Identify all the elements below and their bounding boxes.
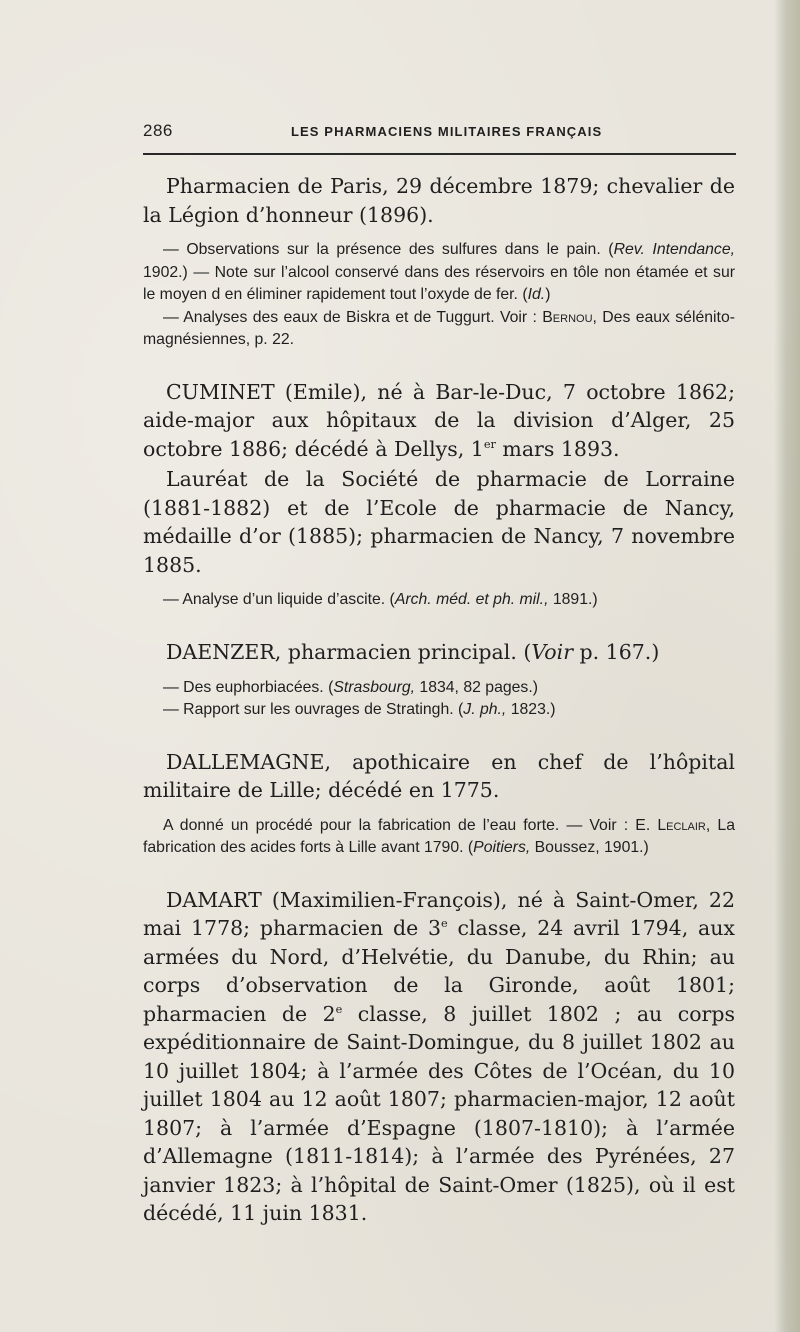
work-text: A donné un procédé pour la fabrication de l’eau forte. — Voir : E. xyxy=(163,816,658,834)
work-text: 1902.) — Note sur l’alcool conservé dans des réservoirs en tôle non étamée et sur le moyen d en éliminer rapidement tout l’oxyde de fer. ( xyxy=(143,263,735,304)
entry-damart-bio xyxy=(143,886,735,1228)
work-text: , La fabrication des acides forts à Lille avant 1790. ( xyxy=(143,816,735,857)
work-journal: Id. xyxy=(527,286,546,304)
bio-text: mars 1893. xyxy=(495,436,620,461)
work-journal: Arch. méd. et ph. mil., xyxy=(394,591,549,609)
header-rule xyxy=(143,153,736,155)
bio-text: DAMART (Maximilien-François), né à Saint-Omer, 22 mai 1778; pharmacien de 3 xyxy=(143,887,735,941)
spacer xyxy=(143,579,735,589)
work-text: ) xyxy=(545,286,551,304)
page-number: 286 xyxy=(143,121,173,140)
ordinal-superscript: er xyxy=(483,438,496,452)
entry-cuminet-bio-2 xyxy=(143,465,735,579)
work-text: — Observations sur la présence des sulfures dans le pain. ( xyxy=(163,241,614,258)
author-name: Bernou xyxy=(542,308,593,326)
bio-text: p. 167.) xyxy=(573,640,660,665)
ordinal-superscript: e xyxy=(441,917,448,931)
entry-dallemagne-work-1 xyxy=(143,815,735,860)
entry-continuation-work-1 xyxy=(143,239,735,307)
work-text: 1891.) xyxy=(548,591,598,609)
entry-continuation-work-2 xyxy=(143,307,735,352)
spacer xyxy=(143,352,735,378)
spacer xyxy=(143,805,735,815)
work-text: — Analyses des eaux de Biskra et de Tuggurt. Voir : xyxy=(163,308,543,326)
work-text: Boussez, 1901.) xyxy=(530,839,649,857)
work-text: — Analyse d’un liquide d’ascite. ( xyxy=(163,591,395,609)
work-text: 1834, 82 pages.) xyxy=(415,678,538,696)
entry-cuminet-bio xyxy=(143,378,735,464)
see-reference: Voir xyxy=(531,640,573,665)
entry-dallemagne-bio xyxy=(143,748,735,805)
entry-daenzer-work-2 xyxy=(143,699,735,722)
work-text: — Des euphorbiacées. ( xyxy=(163,678,334,696)
work-place: Strasbourg, xyxy=(333,678,416,696)
work-journal: J. ph., xyxy=(463,701,507,719)
bio-text: DALLEMAGNE, apothicaire en chef de l’hôpital militaire de Lille; décédé en 1775. xyxy=(143,749,735,803)
bio-text: Pharmacien de Paris, 29 décembre 1879; chevalier de la Légion d’honneur (1896). xyxy=(143,174,735,227)
running-head xyxy=(143,121,735,147)
work-text: 1823.) xyxy=(506,701,556,719)
entry-continuation-bio xyxy=(143,172,735,229)
spacer xyxy=(143,722,735,748)
spacer xyxy=(143,860,735,886)
spacer xyxy=(143,667,735,677)
work-journal: Rev. Intendance, xyxy=(613,241,735,258)
work-place: Poitiers, xyxy=(473,839,531,857)
work-text: — Rapport sur les ouvrages de Stratingh. ( xyxy=(163,701,464,719)
entry-daenzer-bio xyxy=(143,638,735,667)
entry-daenzer-work-1 xyxy=(143,677,735,700)
bio-text: DAENZER, pharmacien principal. ( xyxy=(166,640,532,665)
bio-text: Lauréat de la Société de pharmacie de Lorraine (1881-1882) et de l’Ecole de pharmacie de Nancy, médaille d’or (1885); pharmacien de Nancy, 7 novembre 1885. xyxy=(143,467,735,577)
bio-text: CUMINET (Emile), né à Bar-le-Duc, 7 octobre 1862; aide-major aux hôpitaux de la division d’Alger, 25 octobre 1886; décédé à Dellys, 1 xyxy=(143,379,735,461)
bio-text: classe, 24 avril 1794, aux armées du Nord, d’Helvétie, du Danube, du Rhin; au corps d’observation de la Gironde, août 1801; pharmacien de 2 xyxy=(143,916,735,1026)
bio-text: classe, 8 juillet 1802 ; au corps expéditionnaire de Saint-Domingue, du 8 juillet 1802 au 10 juillet 1804; à l’armée des Côtes de l’Océan, du 10 juillet 1804 au 12 août 1807; pharmacien-major, 12 août 1807; à l’armée d’Espagne (1807-1810); à l’armée d’Allemagne (1811-1814); à l’armée des Pyrénées, 27 janvier 1823; à l’hôpital de Saint-Omer (1825), où il est décédé, 11 juin 1831. xyxy=(143,1001,735,1226)
page-content xyxy=(143,172,735,1228)
work-text: , Des eaux sélénito-magnésiennes, p. 22. xyxy=(143,308,735,349)
author-name: Leclair xyxy=(657,816,706,834)
running-title: LES PHARMACIENS MILITAIRES FRANÇAIS xyxy=(291,124,603,139)
ordinal-superscript: e xyxy=(335,1003,343,1017)
spacer xyxy=(143,612,735,638)
entry-cuminet-work-1 xyxy=(143,589,735,612)
spacer xyxy=(143,229,735,239)
